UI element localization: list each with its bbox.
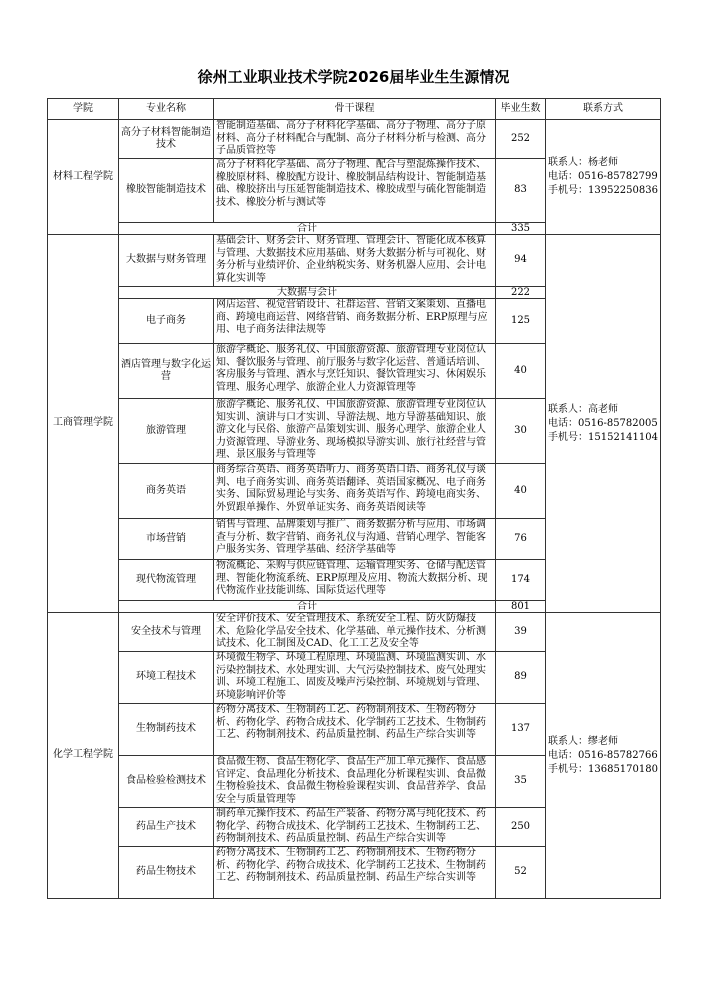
major-courses: 销售与管理、品牌策划与推广、商务数据分析与应用、市场调查与分析、数字营销、商务礼仪与沟通、营销心理学、智能客户服务实务、管理学基础、经济学基础等 xyxy=(214,519,496,560)
contact-phone: 电话：0516-85782766 xyxy=(548,749,658,761)
total-label: 合计 xyxy=(119,223,496,235)
major-courses: 安全评价技术、安全管理技术、系统安全工程、防火防爆技术、危险化学品安全技术、化学基础、单元操作技术、分析测试技术、化工制图及CAD、化工工艺及安全等 xyxy=(214,613,496,652)
major-name: 市场营销 xyxy=(119,519,214,560)
college-name: 材料工程学院 xyxy=(48,120,119,235)
contact-person: 联系人：高老师 xyxy=(548,403,618,415)
graduate-count: 76 xyxy=(496,519,546,560)
major-name: 电子商务 xyxy=(119,299,214,344)
graduate-count: 89 xyxy=(496,652,546,704)
graduate-count: 30 xyxy=(496,399,546,464)
major-name: 生物制药技术 xyxy=(119,704,214,756)
major-courses: 高分子材料化学基础、高分子物理、配合与塑混炼操作技术、橡胶原材料、橡胶配方设计、橡胶制品结构设计、智能制造基础、橡胶挤出与压延智能制造技术、橡胶成型与硫化智能制造技术、橡胶分析与测试等 xyxy=(214,159,496,223)
contact-person: 联系人：杨老师 xyxy=(548,157,618,168)
graduate-count: 83 xyxy=(496,159,546,223)
major-name: 旅游管理 xyxy=(119,399,214,464)
graduate-count: 137 xyxy=(496,704,546,756)
major-courses: 网店运营、视觉营销设计、社群运营、营销文案策划、直播电商、跨境电商运营、网络营销、商务数据分析、ERP原理与应用、电子商务法律法规等 xyxy=(214,299,496,344)
table-row xyxy=(48,120,661,159)
graduate-count: 52 xyxy=(496,847,546,899)
major-courses: 基础会计、财务会计、财务管理、管理会计、智能化成本核算与管理、大数据技术应用基础、财务大数据分析与可视化、财务分析与业绩评价、企业纳税实务、财务机器人应用、会计电算化实训等 xyxy=(214,235,496,287)
major-courses: 智能制造基础、高分子材料化学基础、高分子物理、高分子原材料、高分子材料配合与配制、高分子材料分析与检测、高分子品质管控等 xyxy=(214,120,496,159)
contact-info xyxy=(546,613,661,899)
major-courses: 食品微生物、食品生物化学、食品生产加工单元操作、食品感官评定、食品理化分析技术、食品理化分析课程实训、食品微生物检验技术、食品微生物检验课程实训、食品营养学、食品安全与质量管理等 xyxy=(214,756,496,808)
major-name: 现代物流管理 xyxy=(119,560,214,601)
total-label: 合计 xyxy=(119,601,496,613)
graduate-count: 125 xyxy=(496,299,546,344)
major-name: 大数据与财务管理 xyxy=(119,235,214,287)
major-name: 高分子材料智能制造技术 xyxy=(119,120,214,159)
header-major: 专业名称 xyxy=(119,99,214,120)
major-courses: 商务综合英语、商务英语听力、商务英语口语、商务礼仪与谈判、电子商务实训、商务英语翻译、英语国家概况、电子商务实务、国际贸易理论与实务、商务英语写作、跨境电商实务、外贸跟单操作、外贸单证实务、商务英语阅读等 xyxy=(214,464,496,519)
table-header-row xyxy=(48,99,661,120)
graduate-count: 39 xyxy=(496,613,546,652)
major-courses: 旅游学概论、服务礼仪、中国旅游资源、旅游管理专业岗位认知、餐饮服务与管理、前厅服务与数字化运营、普通话培训、客房服务与管理、酒水与烹饪知识、餐饮管理实习、休闲娱乐管理、服务心理学、旅游企业人力资源管理等 xyxy=(214,344,496,399)
header-count: 毕业生数 xyxy=(496,99,546,120)
contact-phone: 电话：0516-85782005 xyxy=(548,417,658,429)
major-courses: 环境微生物学、环境工程原理、环境监测、环境监测实训、水污染控制技术、水处理实训、大气污染控制技术、废气处理实训、环境工程施工、固废及噪声污染控制、环境规划与管理、环境影响评价等 xyxy=(214,652,496,704)
college-name: 化学工程学院 xyxy=(48,613,119,899)
header-courses: 骨干课程 xyxy=(214,99,496,120)
contact-mobile: 手机号：13685170180 xyxy=(548,763,658,775)
page-title: 徐州工业职业技术学院2026届毕业生生源情况 xyxy=(197,68,510,86)
graduate-count: 35 xyxy=(496,756,546,808)
table-row xyxy=(48,613,661,652)
graduate-count: 40 xyxy=(496,344,546,399)
contact-phone: 电话：0516-85782799 xyxy=(548,171,658,182)
contact-mobile: 手机号：13952250836 xyxy=(548,185,658,196)
major-name: 食品检验检测技术 xyxy=(119,756,214,808)
group-label: 大数据与会计 xyxy=(119,287,496,299)
table-row xyxy=(48,235,661,287)
major-name: 橡胶智能制造技术 xyxy=(119,159,214,223)
group-count: 222 xyxy=(496,287,546,299)
contact-mobile: 手机号：15152141104 xyxy=(548,431,658,443)
graduate-count: 250 xyxy=(496,808,546,847)
major-courses: 药物分离技术、生物制药工艺、药物制剂技术、生物药物分析、药物化学、药物合成技术、化学制药工艺技术、生物制药工艺、药物制剂技术、药品质量控制、药品生产综合实训等 xyxy=(214,847,496,899)
major-courses: 制药单元操作技术、药品生产装备、药物分离与纯化技术、药物化学、药物合成技术、化学制药工艺技术、生物制药工艺、药物制剂技术、药品质量控制、药品生产综合实训等 xyxy=(214,808,496,847)
graduate-count: 94 xyxy=(496,235,546,287)
major-name: 酒店管理与数字化运营 xyxy=(119,344,214,399)
header-college: 学院 xyxy=(48,99,119,120)
major-name: 环境工程技术 xyxy=(119,652,214,704)
header-contact: 联系方式 xyxy=(546,99,661,120)
graduate-count: 252 xyxy=(496,120,546,159)
graduate-count: 174 xyxy=(496,560,546,601)
contact-info xyxy=(546,120,661,235)
total-count: 335 xyxy=(496,223,546,235)
graduate-count: 40 xyxy=(496,464,546,519)
college-name: 工商管理学院 xyxy=(48,235,119,613)
major-name: 商务英语 xyxy=(119,464,214,519)
contact-info xyxy=(546,235,661,613)
major-courses: 药物分离技术、生物制药工艺、药物制剂技术、生物药物分析、药物化学、药物合成技术、化学制药工艺技术、生物制药工艺、药物制剂技术、药品质量控制、药品生产综合实训等 xyxy=(214,704,496,756)
major-name: 药品生物技术 xyxy=(119,847,214,899)
contact-person: 联系人：缪老师 xyxy=(548,735,618,747)
major-name: 药品生产技术 xyxy=(119,808,214,847)
graduate-source-table xyxy=(47,98,661,899)
major-courses: 物流概论、采购与供应链管理、运输管理实务、仓储与配送管理、智能化物流系统、ERP原理及应用、物流大数据分析、现代物流作业技能训练、国际货运代理等 xyxy=(214,560,496,601)
total-count: 801 xyxy=(496,601,546,613)
major-courses: 旅游学概论、服务礼仪、中国旅游资源、旅游管理专业岗位认知实训、演讲与口才实训、导游法规、地方导游基础知识、旅游文化与民俗、旅游产品策划实训、服务心理学、旅游企业人力资源管理、导游业务、现场模拟导游实训、旅行社经营与管理、景区服务与管理等 xyxy=(214,399,496,464)
major-name: 安全技术与管理 xyxy=(119,613,214,652)
